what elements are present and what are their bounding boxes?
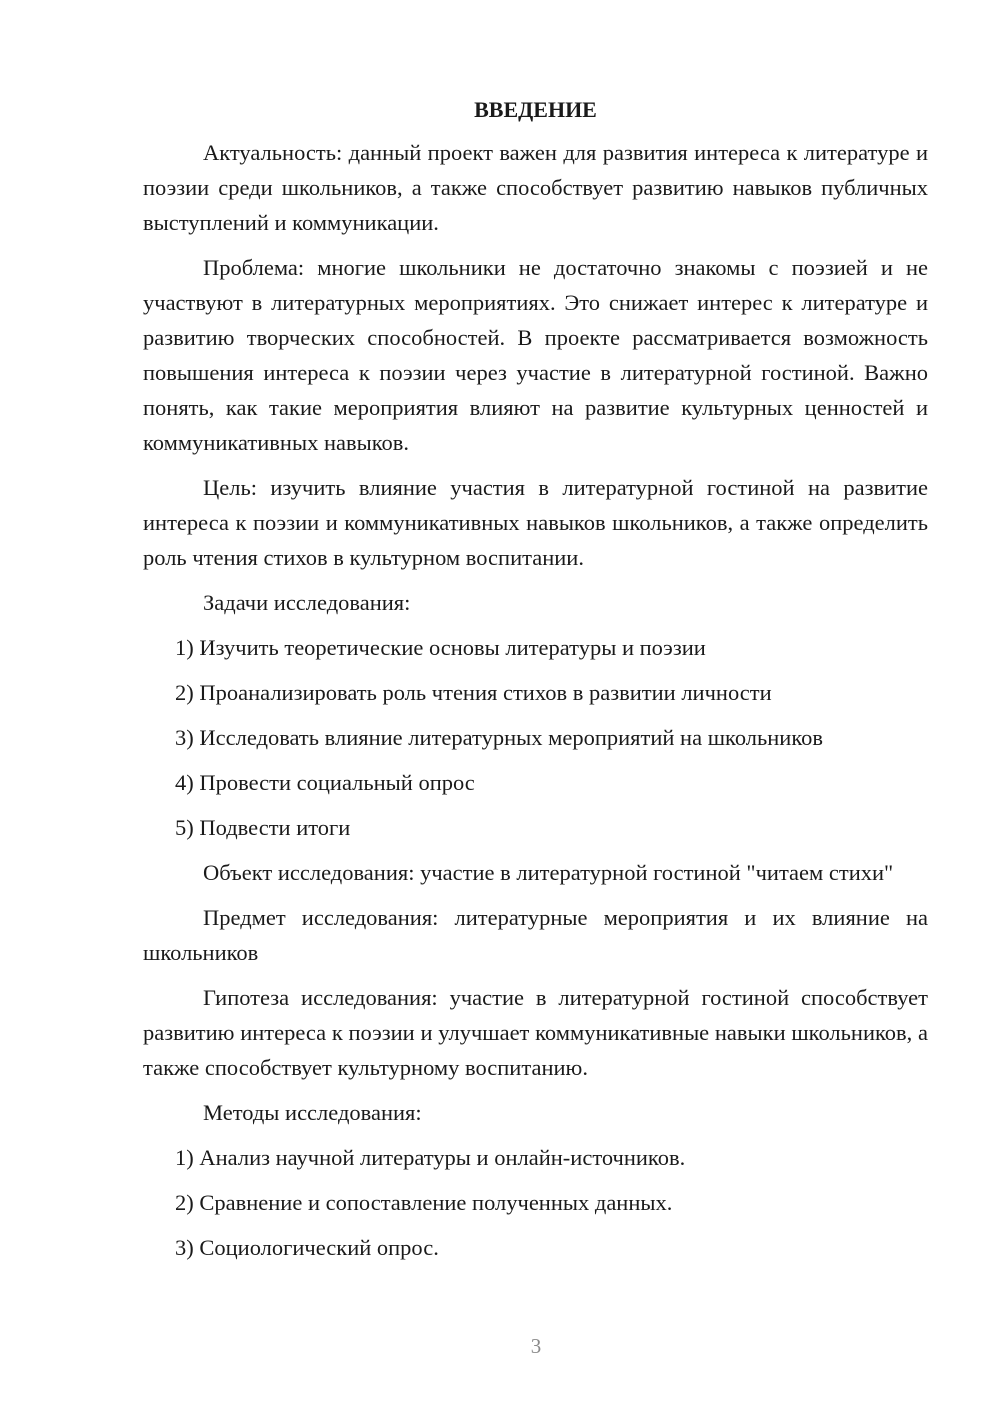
method-item: 1) Анализ научной литературы и онлайн-источников. bbox=[175, 1145, 686, 1170]
object-paragraph: Объект исследования: участие в литературной гостиной "читаем стихи" bbox=[203, 860, 894, 885]
task-item: 4) Провести социальный опрос bbox=[175, 770, 475, 795]
task-item: 2) Проанализировать роль чтения стихов в развитии личности bbox=[175, 680, 772, 705]
section-title: ВВЕДЕНИЕ bbox=[474, 97, 597, 122]
page-number: 3 bbox=[530, 1334, 542, 1358]
methods-heading: Методы исследования: bbox=[203, 1100, 422, 1125]
hypothesis-paragraph: Гипотеза исследования: участие в литературной гостиной способствует развитию интереса к поэзии и улучшает коммуникативные навыки школьников, а также способствует культурному воспитанию. bbox=[143, 985, 928, 1080]
method-item: 3) Социологический опрос. bbox=[175, 1235, 439, 1260]
task-item: 3) Исследовать влияние литературных мероприятий на школьников bbox=[175, 725, 824, 750]
task-item: 5) Подвести итоги bbox=[175, 815, 351, 840]
document-body bbox=[143, 94, 928, 1275]
task-item: 1) Изучить теоретические основы литературы и поэзии bbox=[175, 635, 706, 660]
method-item: 2) Сравнение и сопоставление полученных данных. bbox=[175, 1190, 673, 1215]
subject-paragraph: Предмет исследования: литературные мероприятия и их влияние на школьников bbox=[143, 905, 928, 965]
relevance-paragraph: Актуальность: данный проект важен для развития интереса к литературе и поэзии среди школьников, а также способствует развитию навыков публичных выступлений и коммуникации. bbox=[143, 140, 928, 235]
goal-paragraph: Цель: изучить влияние участия в литературной гостиной на развитие интереса к поэзии и коммуникативных навыков школьников, а также определить роль чтения стихов в культурном воспитании. bbox=[143, 475, 928, 570]
tasks-heading: Задачи исследования: bbox=[203, 590, 411, 615]
problem-paragraph: Проблема: многие школьники не достаточно знакомы с поэзией и не участвуют в литературных мероприятиях. Это снижает интерес к литературе и развитию творческих способностей. В проекте рассматривается возможность повышения интереса к поэзии через участие в литературной гостиной. Важно понять, как такие мероприятия влияют на развитие культурных ценностей и коммуникативных навыков. bbox=[143, 255, 928, 455]
